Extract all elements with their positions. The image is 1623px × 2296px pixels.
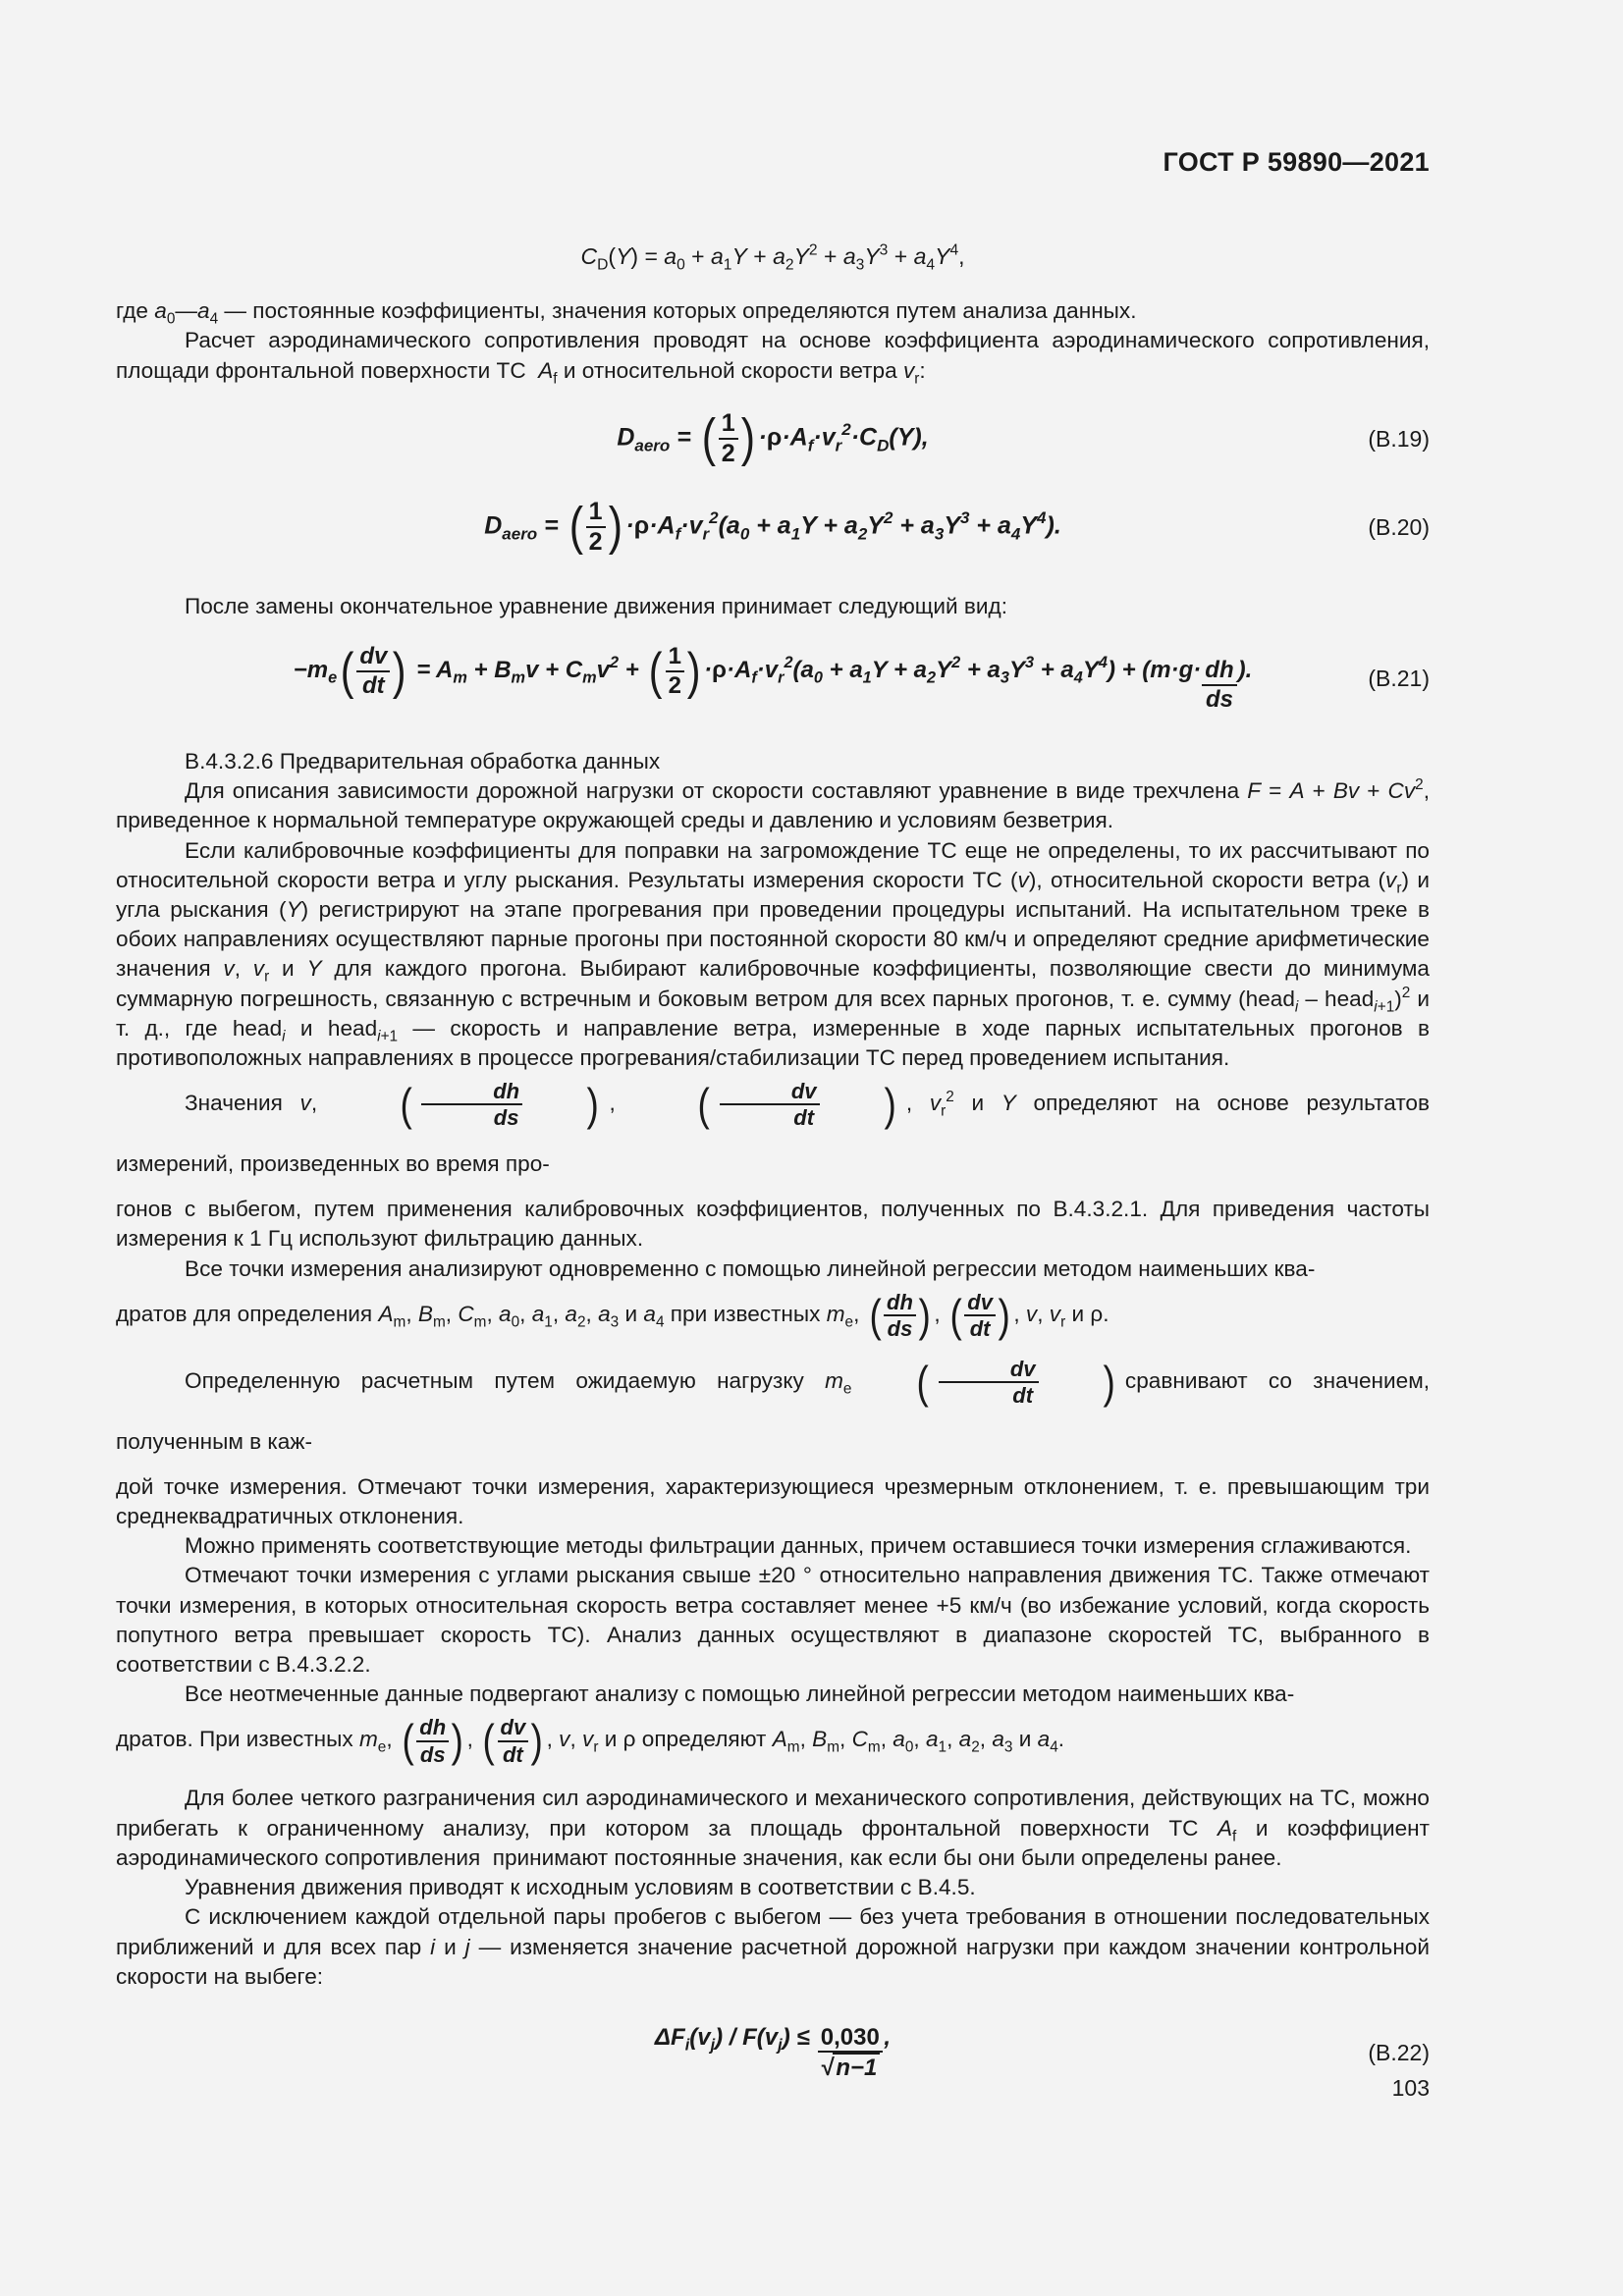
paragraph-after-substitution: После замены окончательное уравнение движения принимает следующий вид:: [185, 593, 1007, 618]
equation-number-b21: (В.21): [1368, 665, 1430, 691]
paragraph-regression2-line2: дратов. При известных $m_e$, ( $\frac{dh}{ds}$ ) , ( $\frac{dv}{dt}$ ) , v, $v_r$ и ρ определяют $A_m$, $B_m$, $C_m$, $a_0$, $a_1$, $a_2$, $a_3$ и $a_4$.: [116, 1715, 1065, 1767]
equation-b21: $-m_e$ ( $\frac{dv}{dt}$ ) = $A_m + B_mv + C_mv^2$ + ( $\frac{1}{2}$ ) $\cdot\rho\cdot A_f\cdot v_r^2(a_0 + a_1Y + a_2Y^2 + a_3Y^3 + a_4Y^4) + (m\cdot g\cdot$ $\frac{dh}{ds}$ ). (В.21): [293, 642, 1430, 713]
equation-number-b22: (В.22): [1368, 2039, 1430, 2065]
paragraph-regression1-line1: Все точки измерения анализируют одновременно с помощью линейной регрессии методом наименьших ква-: [185, 1255, 1316, 1281]
equation-number-b19: (В.19): [1368, 425, 1430, 452]
paragraph-limited-analysis: Для более четкого разграничения сил аэродинамического и механического сопротивления, действующих на ТС, можно прибегать к ограниченному анализу, при котором за площадь фронтальной поверхности ТС $A_f$ и коэффициент аэродинамического сопротивления принимают постоянные значения, как если бы они были определены ранее.: [116, 1786, 1430, 1870]
paragraph-calibration: Если калибровочные коэффициенты для поправки на загромождение ТС еще не определены, то их рассчитывают по относительной скорости ветра и углу рыскания. Результаты измерения скорости ТС (v), относительной скорости ветра $(v_r)$ и угла рыскания (Y) регистрируют на этапе прогревания при проведении процедуры испытаний. На испытательном треке в обоих направлениях осуществляют парные прогоны при постоянной скорости 80 км/ч и определяют средние арифметические значения v, $v_r$ и Y для каждого прогона. Выбирают калибровочные коэффициенты, позволяющие свести до минимума суммарную погрешность, связанную с встречным и боковым ветром для всех парных прогонов, т. е. сумму (head$_i$ – head$_{i+1}$)$^2$ и т. д., где head$_i$ и head$_{i+1}$ — скорость и направление ветра, измеренные в ходе парных испытательных прогонов в противоположных направлениях в процессе прогревания/стабилизации ТС перед проведением испытания.: [116, 837, 1431, 1071]
paragraph-trinomial: Для описания зависимости дорожной нагрузки от скорости составляют уравнение в виде трехчлена $F = A + Bv + Cv^2$, приведенное к нормальной температуре окружающей среды и давлению и условиям безветрия.: [116, 776, 1430, 833]
paragraph-a-coeffs: где $a_0—a_4$ — постоянные коэффициенты, значения которых определяются путем анализа данных.: [116, 298, 1137, 328]
paragraph-expected-line2: дой точке измерения. Отмечают точки измерения, характеризующиеся чрезмерным отклонением, т. е. превышающим три среднеквадратичных отклонения.: [116, 1473, 1430, 1529]
paragraph-initial-conditions: Уравнения движения приводят к исходным условиям в соответствии с В.4.5.: [185, 1875, 976, 1900]
paragraph-exclusion: С исключением каждой отдельной пары пробегов с выбегом — без учета требования в отношении последовательных приближений и для всех пар i и j — изменяется значение расчетной дорожной нагрузки при каждом значении контрольной скорости на выбеге:: [116, 1904, 1430, 1989]
equation-b20: $D_{aero}$ = ( $\frac{1}{2}$ ) $\cdot\rho\cdot A_f\cdot v_r^2(a_0 + a_1Y + a_2Y^2 + a_3Y^3 + a_4Y^4)$. (В.20): [484, 496, 1430, 556]
paragraph-values-line2: гонов с выбегом, путем применения калибровочных коэффициентов, полученных по В.4.3.2.1. Для приведения частоты измерения к 1 Гц используют фильтрацию данных.: [116, 1197, 1430, 1252]
paragraph-yaw: Отмечают точки измерения с углами рыскания свыше ±20 ° относительно направления движения ТС. Также отмечают точки измерения, в которых относительная скорость ветра составляет менее +5 км/ч (во избежание условий, когда скорость попутного ветра превышает скорость ТС). Анализ данных осуществляют в диапазоне скоростей ТС, выбранного в соответствии с В.4.3.2.2.: [116, 1563, 1430, 1678]
paragraph-regression1-line2: дратов для определения $A_m$, $B_m$, $C_m$, $a_0$, $a_1$, $a_2$, $a_3$ и $a_4$ при известных $m_e$, ( $\frac{dh}{ds}$ ) , ( $\frac{dv}{dt}$ ) , v, $v_r$ и ρ.: [116, 1289, 1109, 1341]
standard-header: ГОСТ Р 59890—2021: [1163, 147, 1430, 177]
paragraph-aero-calc: Расчет аэродинамического сопротивления проводят на основе коэффициента аэродинамического сопротивления, площади фронтальной поверхности ТС $A_f$ и относительной скорости ветра $v_r$:: [116, 328, 1430, 387]
equation-b19: $D_{aero}$ = ( $\frac{1}{2}$ ) $\cdot\rho\cdot A_f\cdot v_r^2\cdot C_D(Y)$, (В.19): [617, 407, 1430, 467]
page-number: 103: [1391, 2075, 1430, 2101]
section-heading: В.4.3.2.6 Предварительная обработка данных: [185, 749, 661, 774]
paragraph-regression2-line1: Все неотмеченные данные подвергают анализу с помощью линейной регрессии методом наименьших ква-: [185, 1682, 1295, 1707]
equation-b22: $\Delta F_i(v_j) / F(v_j)$ ≤ $\frac{0,030}{√ n-1}$ , (В.22): [654, 2023, 1430, 2082]
formula-cd: $C_D(Y) = a_0 + a_1Y + a_2Y^2 + a_3Y^3 + a_4Y^4$,: [580, 241, 965, 274]
paragraph-filtering: Можно применять соответствующие методы фильтрации данных, причем оставшиеся точки измерения сглаживаются.: [185, 1533, 1412, 1559]
equation-number-b20: (В.20): [1368, 513, 1430, 540]
page-content: [116, 224, 1430, 2092]
paragraph-values-line1: Значения v, ( $\frac{dh}{ds}$ ) , ( $\frac{dv}{dt}$ ) , $v_r^2$ и Y определяют на основе результатов измерений, произведенных во время про-: [116, 1078, 1431, 1177]
paragraph-expected-line1: Определенную расчетным путем ожидаемую нагрузку $m_e$ ( $\frac{dv}{dt}$ ) сравнивают со значением, полученным в каж-: [116, 1356, 1431, 1454]
